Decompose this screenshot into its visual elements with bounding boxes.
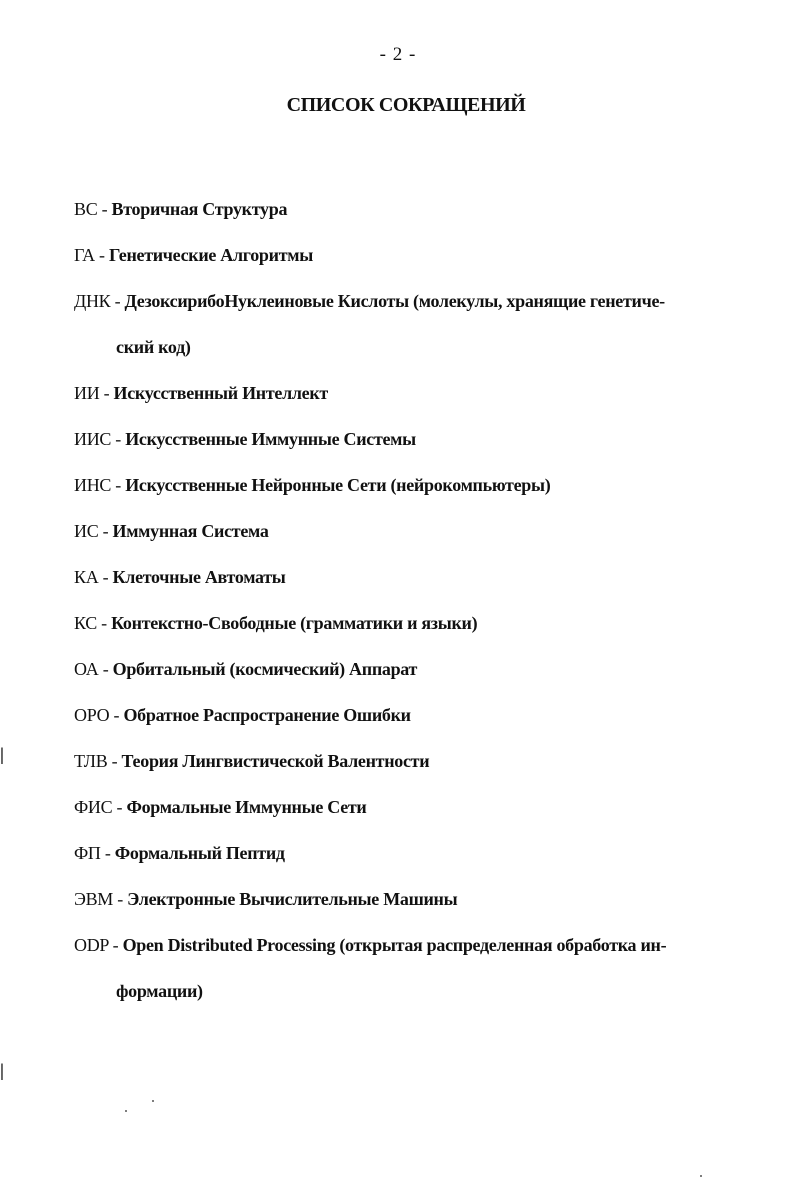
- list-item: ИИС - Искусственные Иммунные Системы: [74, 429, 416, 449]
- list-item: ОРО - Обратное Распространение Ошибки: [74, 705, 411, 725]
- definition-continuation: формации): [116, 981, 203, 1001]
- abbreviation: КС: [74, 613, 97, 633]
- abbreviation: ИИ: [74, 383, 100, 403]
- list-item: ТЛВ - Теория Лингвистической Валентности: [74, 751, 430, 771]
- definition: Иммунная Система: [112, 521, 269, 541]
- definition: Искусственные Нейронные Сети (нейрокомпьютеры): [125, 475, 551, 495]
- definition: ДезоксирибоНуклеиновые Кислоты (молекулы, хранящие генетиче-: [124, 291, 665, 311]
- list-item: ЭВМ - Электронные Вычислительные Машины: [74, 889, 458, 909]
- scan-speck: [152, 1100, 154, 1102]
- abbreviation: ИНС: [74, 475, 112, 495]
- page-title: СПИСОК СОКРАЩЕНИЙ: [286, 94, 526, 116]
- list-item: ИС - Иммунная Система: [74, 521, 269, 541]
- abbreviation: ОА: [74, 659, 99, 679]
- abbreviation: ОРО: [74, 705, 110, 725]
- definition: Искусственные Иммунные Системы: [125, 429, 416, 449]
- abbreviation: ODP: [74, 935, 109, 955]
- abbreviation: ТЛВ: [74, 751, 108, 771]
- list-item: ГА - Генетические Алгоритмы: [74, 245, 313, 265]
- definition: Обратное Распространение Ошибки: [123, 705, 411, 725]
- abbreviation: ВС: [74, 199, 98, 219]
- abbreviation: КА: [74, 567, 99, 587]
- definition-continuation: ский код): [116, 337, 191, 357]
- list-item: ИНС - Искусственные Нейронные Сети (нейрокомпьютеры): [74, 475, 551, 495]
- scan-mark: |: [0, 1060, 4, 1080]
- definition: Искусственный Интеллект: [113, 383, 328, 403]
- abbreviation: ФП: [74, 843, 101, 863]
- definition: Теория Лингвистической Валентности: [121, 751, 430, 771]
- scan-speck: [700, 1175, 702, 1177]
- abbreviation: ИИС: [74, 429, 112, 449]
- list-item: ФП - Формальный Пептид: [74, 843, 285, 863]
- list-item: КС - Контекстно-Свободные (грамматики и языки): [74, 613, 478, 633]
- definition: Формальные Иммунные Сети: [126, 797, 367, 817]
- list-item: ДНК - ДезоксирибоНуклеиновые Кислоты (молекулы, хранящие генетиче- ский код): [74, 278, 734, 370]
- abbreviation: ЭВМ: [74, 889, 113, 909]
- definition: Генетические Алгоритмы: [108, 245, 313, 265]
- list-item: ОА - Орбитальный (космический) Аппарат: [74, 659, 418, 679]
- abbreviation-list: [74, 186, 734, 1014]
- definition: Орбитальный (космический) Аппарат: [112, 659, 418, 679]
- abbreviation: ИС: [74, 521, 99, 541]
- definition: Open Distributed Processing (открытая распределенная обработка ин-: [122, 935, 667, 955]
- definition: Контекстно-Свободные (грамматики и языки): [111, 613, 478, 633]
- scan-mark: |: [0, 744, 4, 764]
- scan-speck: [125, 1110, 127, 1112]
- list-item: ВС - Вторичная Структура: [74, 199, 288, 219]
- list-item: ФИС - Формальные Иммунные Сети: [74, 797, 367, 817]
- definition: Вторичная Структура: [111, 199, 288, 219]
- list-item: ODP - Open Distributed Processing (открытая распределенная обработка ин- формации): [74, 922, 734, 1014]
- page-number: - 2 -: [379, 44, 417, 65]
- abbreviation: ФИС: [74, 797, 113, 817]
- definition: Клеточные Автоматы: [112, 567, 286, 587]
- abbreviation: ДНК: [74, 291, 111, 311]
- abbreviation: ГА: [74, 245, 95, 265]
- definition: Формальный Пептид: [114, 843, 285, 863]
- definition: Электронные Вычислительные Машины: [127, 889, 458, 909]
- list-item: ИИ - Искусственный Интеллект: [74, 383, 328, 403]
- list-item: КА - Клеточные Автоматы: [74, 567, 286, 587]
